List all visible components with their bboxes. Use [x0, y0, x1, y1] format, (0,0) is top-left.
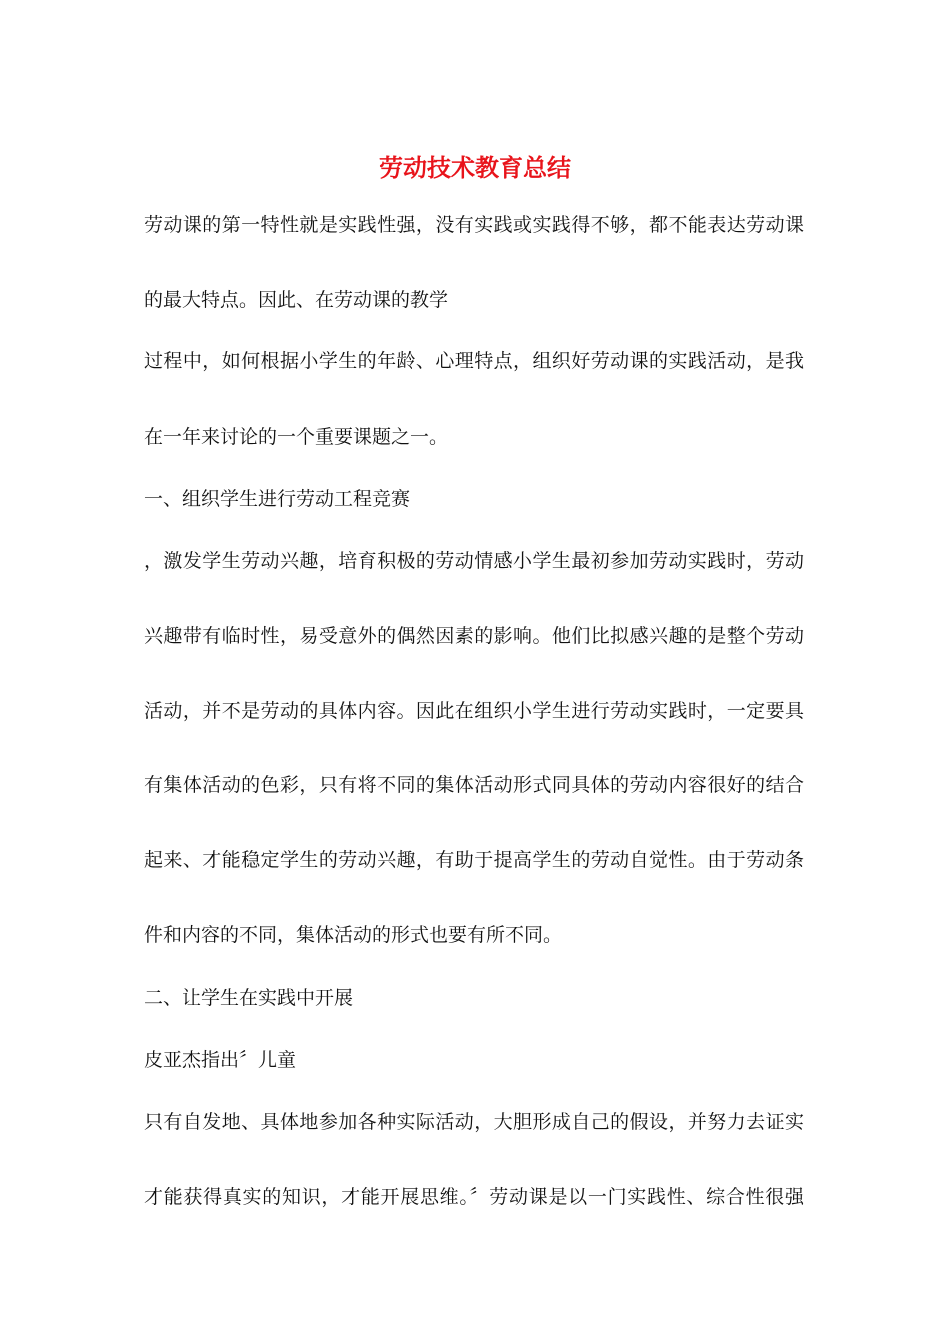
paragraph-line: 兴趣带有临时性，易受意外的偶然因素的影响。他们比拟感兴趣的是整个劳动 [144, 625, 804, 647]
paragraph-line: 过程中，如何根据小学生的年龄、心理特点，组织好劳动课的实践活动，是我 [144, 350, 804, 372]
paragraph-line: 只有自发地、具体地参加各种实际活动，大胆形成自己的假设，并努力去证实 [144, 1111, 804, 1133]
paragraph-line: 的最大特点。因此、在劳动课的教学 [144, 289, 449, 311]
paragraph-line: 在一年来讨论的一个重要课题之一。 [144, 426, 449, 448]
paragraph-line: 皮亚杰指出〞儿童 [144, 1049, 297, 1071]
paragraph-line: 件和内容的不同，集体活动的形式也要有所不同。 [144, 924, 563, 946]
paragraph-line: ，激发学生劳动兴趣，培育积极的劳动情感小学生最初参加劳动实践时，劳动 [144, 550, 804, 572]
section-heading: 二、让学生在实践中开展 [144, 987, 354, 1009]
paragraph-line: 才能获得真实的知识，才能开展思维。〞劳动课是以一门实践性、综合性很强 [144, 1186, 804, 1208]
document-title: 劳动技术教育总结 [379, 153, 571, 182]
paragraph-line: 劳动课的第一特性就是实践性强，没有实践或实践得不够，都不能表达劳动课 [144, 214, 804, 236]
section-heading: 一、组织学生进行劳动工程竞赛 [144, 488, 411, 510]
paragraph-line: 有集体活动的色彩，只有将不同的集体活动形式同具体的劳动内容很好的结合 [144, 774, 804, 796]
paragraph-line: 活动，并不是劳动的具体内容。因此在组织小学生进行劳动实践时，一定要具 [144, 700, 804, 722]
paragraph-line: 起来、才能稳定学生的劳动兴趣，有助于提高学生的劳动自觉性。由于劳动条 [144, 849, 804, 871]
